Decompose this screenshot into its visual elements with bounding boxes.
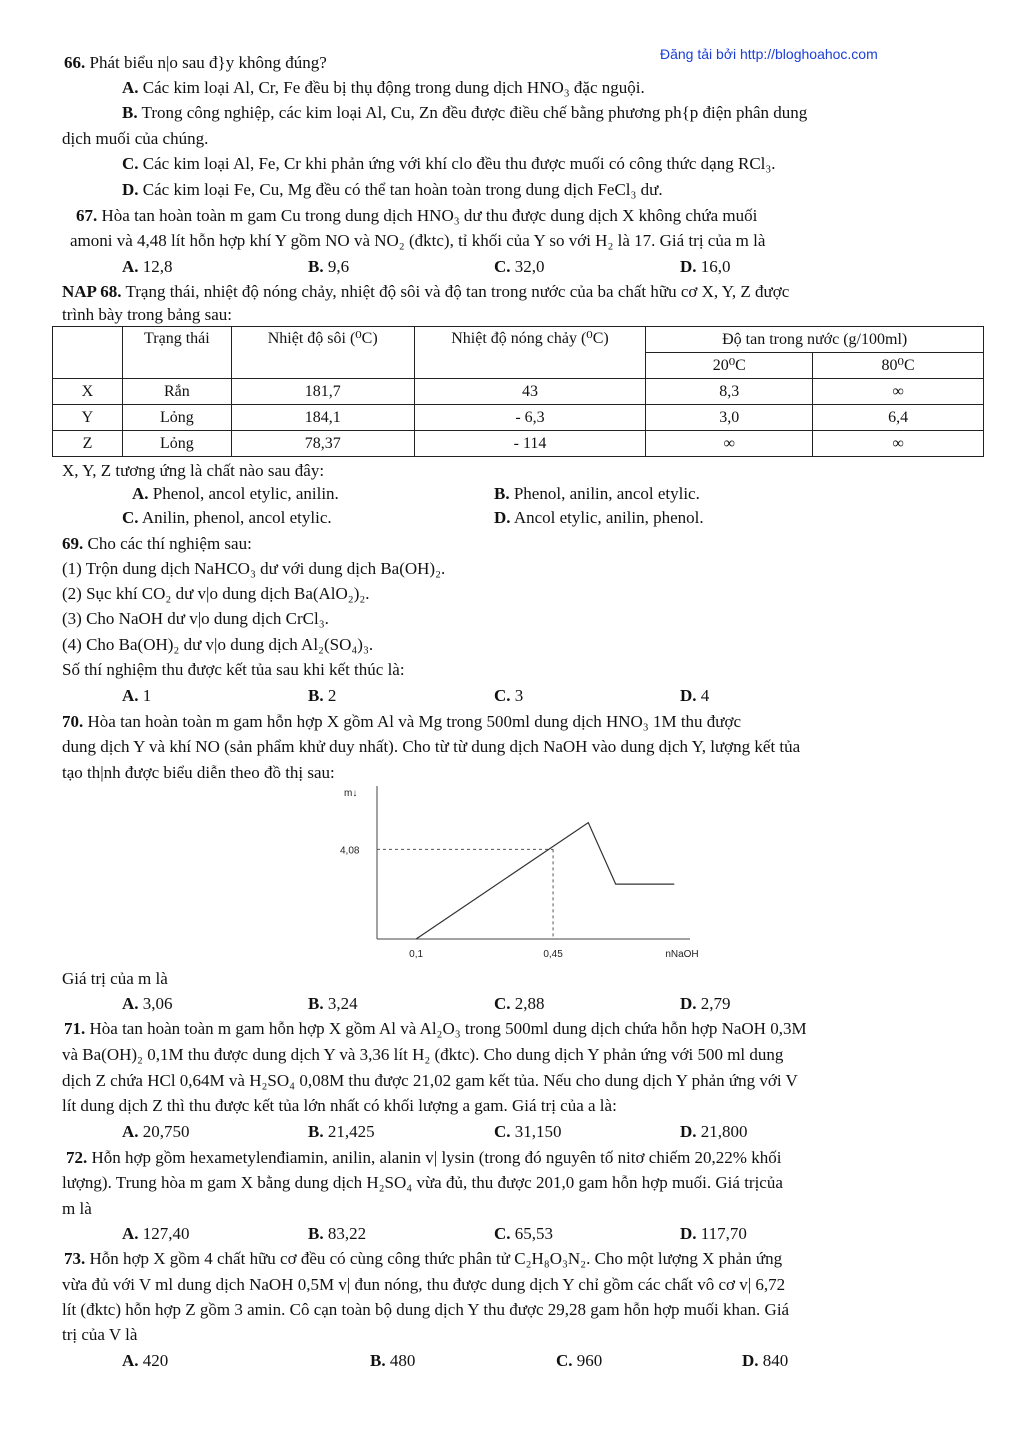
chart-axes	[377, 786, 690, 939]
q66-b-text: Trong công nghiệp, các kim loại Al, Cu, Zn đều được điều chế bằng phương ph{p điện phân dung	[141, 103, 808, 122]
q73-stem	[64, 1246, 782, 1271]
q66-option-d	[122, 177, 663, 202]
q72-line2: lượng). Trung hòa m gam X bằng dung dịch H₂SO₄ vừa đủ, thu được 201,0 gam hỗn hợp muối. Giá trịcủa	[62, 1173, 783, 1192]
cell-state: Lỏng	[122, 431, 231, 457]
q70-option-a	[122, 991, 173, 1016]
option-label: B.	[308, 1224, 324, 1243]
option-text: 840	[762, 1351, 789, 1370]
option-text: Anilin, phenol, ancol etylic.	[141, 508, 332, 527]
option-label: D.	[680, 1122, 697, 1141]
option-label: A.	[122, 1351, 139, 1370]
option-label: B.	[308, 257, 324, 276]
q68-question: X, Y, Z tương ứng là chất nào sau đây:	[62, 461, 325, 480]
q67-stem	[76, 203, 757, 228]
q71-option-d	[680, 1119, 748, 1144]
q66-b-label: B.	[122, 103, 138, 122]
option-text: 32,0	[514, 257, 545, 276]
q69-option-a	[122, 683, 151, 708]
q69-stem-text: Cho các thí nghiệm sau:	[87, 534, 252, 553]
option-label: D.	[680, 257, 697, 276]
cell-melting: 43	[414, 379, 646, 405]
cell-solubility-80: 6,4	[813, 405, 984, 431]
option-label: C.	[494, 994, 511, 1013]
x-axis-label: nNaOH	[665, 949, 699, 960]
table-row	[53, 405, 984, 431]
q73-option-d	[742, 1348, 788, 1373]
option-text: 83,22	[327, 1224, 367, 1243]
option-label: B.	[308, 686, 324, 705]
option-label: A.	[122, 1224, 139, 1243]
option-label: A.	[132, 484, 149, 503]
q67-option-c	[494, 254, 545, 279]
q68-option-b	[494, 481, 700, 506]
option-text: 21,800	[700, 1122, 748, 1141]
q70-option-b	[308, 991, 358, 1016]
option-text: 127,40	[142, 1224, 190, 1243]
q69-item: (1) Trộn dung dịch NaHCO₃ dư với dung dịch Ba(OH)₂.	[62, 559, 446, 578]
q68-option-c	[122, 505, 332, 530]
q71-option-a	[122, 1119, 190, 1144]
option-text: 117,70	[700, 1224, 747, 1243]
table-row	[53, 431, 984, 457]
option-text: 12,8	[142, 257, 173, 276]
option-text: 1	[142, 686, 152, 705]
option-text: 3	[514, 686, 524, 705]
q73-number: 73.	[64, 1249, 86, 1268]
x-tick-label: 0,45	[543, 949, 563, 960]
option-label: C.	[556, 1351, 573, 1370]
option-label: B.	[494, 484, 510, 503]
q70-line3: tạo th|nh được biểu diễn theo đồ thị sau:	[62, 763, 335, 782]
header-melting: Nhiệt độ nóng chảy (⁰C)	[414, 327, 646, 379]
q71-number: 71.	[64, 1019, 86, 1038]
q66-a-text: Các kim loại Al, Cr, Fe đều bị thụ động trong dung dịch HNO₃ đặc nguội.	[142, 78, 645, 97]
option-text: 2	[327, 686, 337, 705]
q71-line3: dịch Z chứa HCl 0,64M và H₂SO₄ 0,08M thu được 21,02 gam kết tủa. Nếu cho dung dịch Y phản ứng với V	[62, 1071, 798, 1090]
q68-option-a	[132, 481, 339, 506]
header-solubility: Độ tan trong nước (g/100ml)	[646, 327, 984, 353]
cell-state: Rắn	[122, 379, 231, 405]
chart-series	[416, 823, 674, 939]
q72-line3: m là	[62, 1199, 92, 1218]
header-80c: 80⁰C	[813, 353, 984, 379]
option-label: B.	[308, 1122, 324, 1141]
q66-c-text: Các kim loại Al, Fe, Cr khi phản ứng với khí clo đều thu được muối có công thức dạng RCl₃.	[142, 154, 776, 173]
q69-number: 69.	[62, 534, 84, 553]
option-text: 3,24	[327, 994, 358, 1013]
option-text: 16,0	[700, 257, 731, 276]
cell-substance: X	[53, 379, 123, 405]
option-text: 480	[389, 1351, 416, 1370]
option-label: D.	[494, 508, 511, 527]
q66-a-label: A.	[122, 78, 139, 97]
q72-number: 72.	[66, 1148, 88, 1167]
q66-c-label: C.	[122, 154, 139, 173]
option-text: 4	[700, 686, 710, 705]
q69-item: (2) Sục khí CO₂ dư v|o dung dịch Ba(AlO₂)₂.	[62, 584, 370, 603]
q69-stem	[62, 531, 252, 556]
q66-d-label: D.	[122, 180, 139, 199]
option-text: 65,53	[514, 1224, 554, 1243]
option-text: 9,6	[327, 257, 350, 276]
series-line	[416, 823, 674, 939]
q70-number: 70.	[62, 712, 84, 731]
option-label: D.	[680, 1224, 697, 1243]
q69-question: Số thí nghiệm thu được kết tủa sau khi kết thúc là:	[62, 660, 405, 679]
q67-option-d	[680, 254, 731, 279]
q71-option-b	[308, 1119, 375, 1144]
properties-table	[52, 326, 984, 457]
q67-option-b	[308, 254, 349, 279]
q72-line1: Hỗn hợp gồm hexametylenđiamin, anilin, alanin v| lysin (trong đó nguyên tố nitơ chiếm 20,22% khối	[91, 1148, 782, 1167]
q73-option-b	[370, 1348, 415, 1373]
precipitate-chart	[330, 785, 700, 970]
q66-option-c	[122, 151, 776, 176]
option-label: B.	[370, 1351, 386, 1370]
q69-item: (4) Cho Ba(OH)₂ dư v|o dung dịch Al₂(SO₄)₃.	[62, 635, 374, 654]
q73-line4: trị của V là	[62, 1325, 138, 1344]
watermark-link[interactable]: Đăng tải bởi http://bloghoahoc.com	[660, 46, 878, 62]
q68-number: NAP 68.	[62, 282, 122, 301]
cell-boiling: 78,37	[231, 431, 414, 457]
y-tick-label: 4,08	[340, 845, 360, 857]
q66-stem-text: Phát biểu n|o sau đ}y không đúng?	[89, 53, 327, 72]
option-label: C.	[494, 1122, 511, 1141]
q72-option-a	[122, 1221, 190, 1246]
q68-option-d	[494, 505, 704, 530]
option-text: 3,06	[142, 994, 173, 1013]
cell-solubility-20: 3,0	[646, 405, 813, 431]
cell-boiling: 184,1	[231, 405, 414, 431]
q71-option-c	[494, 1119, 562, 1144]
cell-solubility-80: ∞	[813, 431, 984, 457]
option-text: 31,150	[514, 1122, 562, 1141]
q66-d-text: Các kim loại Fe, Cu, Mg đều có thể tan hoàn toàn trong dung dịch FeCl₃ dư.	[142, 180, 663, 199]
option-text: 960	[576, 1351, 603, 1370]
q67-option-a	[122, 254, 173, 279]
q72-option-b	[308, 1221, 366, 1246]
option-text: Phenol, ancol etylic, anilin.	[152, 484, 339, 503]
q67-number: 67.	[76, 206, 98, 225]
header-state: Trạng thái	[122, 327, 231, 379]
option-label: B.	[308, 994, 324, 1013]
chart-labels	[340, 788, 699, 960]
cell-melting: - 114	[414, 431, 646, 457]
q71-line1: Hòa tan hoàn toàn m gam hỗn hợp X gồm Al và Al₂O₃ trong 500ml dung dịch chứa hỗn hợp NaOH 0,3M	[89, 1019, 807, 1038]
q66-number: 66.	[64, 53, 86, 72]
option-label: C.	[494, 257, 511, 276]
q70-line2: dung dịch Y và khí NO (sản phẩm khử duy nhất). Cho từ từ dung dịch NaOH vào dung dịch Y, lượng kết tủa	[62, 737, 801, 756]
chart-guides	[377, 849, 553, 939]
cell-solubility-20: ∞	[646, 431, 813, 457]
cell-solubility-20: 8,3	[646, 379, 813, 405]
q67-line2: amoni và 4,48 lít hỗn hợp khí Y gồm NO và NO₂ (đktc), tỉ khối của Y so với H₂ là 17. Giá trị của m là	[70, 231, 766, 250]
option-label: A.	[122, 257, 139, 276]
header-boiling: Nhiệt độ sôi (⁰C)	[231, 327, 414, 379]
q69-option-b	[308, 683, 336, 708]
option-label: C.	[494, 686, 511, 705]
option-label: A.	[122, 686, 139, 705]
q71-stem	[64, 1016, 807, 1041]
q73-option-c	[556, 1348, 602, 1373]
q70-line1: Hòa tan hoàn toàn m gam hỗn hợp X gồm Al và Mg trong 500ml dung dịch HNO₃ 1M thu được	[87, 712, 742, 731]
x-tick-label: 0,1	[409, 949, 424, 960]
q71-line2: và Ba(OH)₂ 0,1M thu được dung dịch Y và 3,36 lít H₂ (đktc). Cho dung dịch Y phản ứng với 500 ml dung	[62, 1045, 784, 1064]
header-20c: 20⁰C	[646, 353, 813, 379]
option-text: 20,750	[142, 1122, 190, 1141]
q70-stem	[62, 709, 741, 734]
option-label: A.	[122, 994, 139, 1013]
q70-option-c	[494, 991, 545, 1016]
q73-option-a	[122, 1348, 168, 1373]
q67-line1: Hòa tan hoàn toàn m gam Cu trong dung dịch HNO₃ dư thu được dung dịch X không chứa muối	[101, 206, 758, 225]
option-label: D.	[680, 686, 697, 705]
option-label: C.	[494, 1224, 511, 1243]
option-text: 420	[142, 1351, 169, 1370]
q73-line1: Hỗn hợp X gồm 4 chất hữu cơ đều có cùng công thức phân tử C₂H₈O₃N₂. Cho một lượng X phản ứng	[89, 1249, 783, 1268]
q73-line3: lít (đktc) hỗn hợp Z gồm 3 amin. Cô cạn toàn bộ dung dịch Y thu được 29,28 gam hỗn hợp muối khan. Giá	[62, 1300, 790, 1319]
q70-question: Giá trị của m là	[62, 969, 168, 988]
cell-melting: - 6,3	[414, 405, 646, 431]
q71-line4: lít dung dịch Z thì thu được kết tủa lớn nhất có khối lượng a gam. Giá trị của a là:	[62, 1096, 617, 1115]
q66-option-b-cont: dịch muối của chúng.	[62, 129, 209, 148]
q68-stem	[62, 279, 789, 304]
y-axis-label: m↓	[344, 788, 358, 799]
option-label: D.	[742, 1351, 759, 1370]
cell-substance: Z	[53, 431, 123, 457]
q68-line2: trình bày trong bảng sau:	[62, 305, 232, 324]
q66-option-a	[122, 75, 645, 100]
table-row	[53, 379, 984, 405]
option-label: A.	[122, 1122, 139, 1141]
cell-solubility-80: ∞	[813, 379, 984, 405]
q72-option-c	[494, 1221, 553, 1246]
q68-line1: Trạng thái, nhiệt độ nóng chảy, nhiệt độ sôi và độ tan trong nước của ba chất hữu cơ X, Y, Z được	[125, 282, 790, 301]
option-text: 2,79	[700, 994, 731, 1013]
option-label: D.	[680, 994, 697, 1013]
q69-item: (3) Cho NaOH dư v|o dung dịch CrCl₃.	[62, 609, 329, 628]
q66-stem	[64, 50, 327, 75]
q66-option-b	[122, 100, 807, 125]
q69-option-d	[680, 683, 709, 708]
option-label: C.	[122, 508, 139, 527]
q73-line2: vừa đủ với V ml dung dịch NaOH 0,5M v| đun nóng, thu được dung dịch Y chỉ gồm các chất vô cơ v| 6,72	[62, 1275, 786, 1294]
option-text: 2,88	[514, 994, 545, 1013]
q72-stem	[66, 1145, 781, 1170]
q69-option-c	[494, 683, 523, 708]
q70-option-d	[680, 991, 731, 1016]
cell-boiling: 181,7	[231, 379, 414, 405]
q72-option-d	[680, 1221, 747, 1246]
table-corner-cell	[53, 327, 123, 379]
option-text: Ancol etylic, anilin, phenol.	[513, 508, 704, 527]
option-text: 21,425	[327, 1122, 375, 1141]
cell-substance: Y	[53, 405, 123, 431]
option-text: Phenol, anilin, ancol etylic.	[513, 484, 700, 503]
cell-state: Lỏng	[122, 405, 231, 431]
